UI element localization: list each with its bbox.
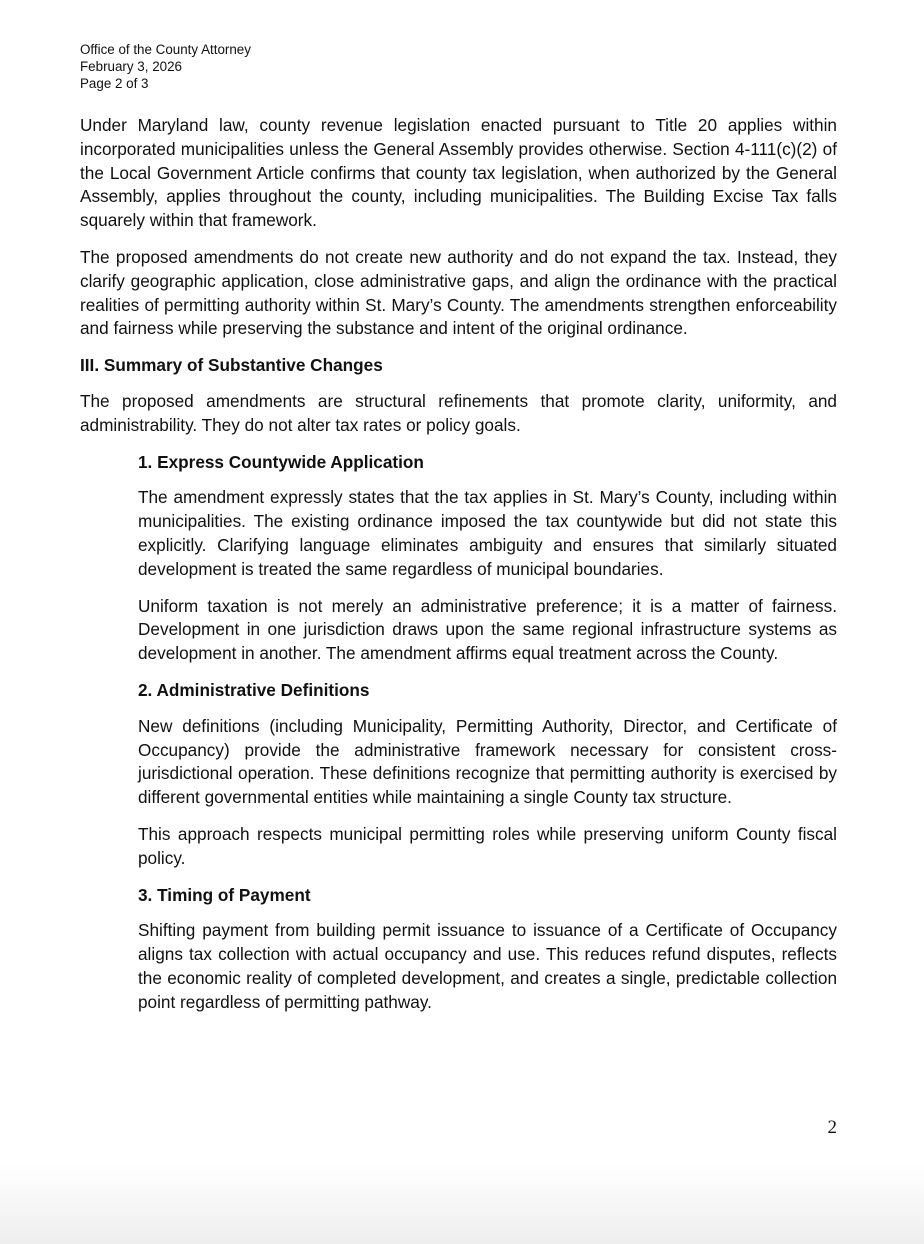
page-header: [80, 41, 251, 92]
document-date: February 3, 2026: [80, 59, 182, 74]
paragraph-maryland-law: Under Maryland law, county revenue legislation enacted pursuant to Title 20 applies within incorporated municipalities unless the General Assembly provides otherwise. Section 4-111(c)(2) of the Local Government Article confirms that county tax legislation, when authorized by the General Assembly, applies throughout the county, including municipalities. The Building Excise Tax falls squarely within that framework.: [80, 115, 837, 231]
office-name: Office of the County Attorney: [80, 42, 251, 57]
paragraph-definitions-1: New definitions (including Municipality, Permitting Authority, Director, and Certificate of Occupancy) provide the administrative framework necessary for consistent cross-jurisdictional operation. These definitions recognize that permitting authority is exercised by different governmental entities while maintaining a single County tax structure.: [138, 715, 837, 808]
subsection-heading-timing: 3. Timing of Payment: [138, 884, 311, 905]
paragraph-countywide-2: Uniform taxation is not merely an administrative preference; it is a matter of fairness. Development in one jurisdiction draws upon the same regional infrastructure systems as development in another. The amendment affirms equal treatment across the County.: [138, 595, 837, 664]
subsection-heading-definitions: 2. Administrative Definitions: [138, 679, 370, 700]
section-heading: III. Summary of Substantive Changes: [80, 355, 383, 376]
document-body: [80, 114, 837, 1028]
paragraph-countywide-1: The amendment expressly states that the tax applies in St. Mary’s County, including within municipalities. The existing ordinance imposed the tax countywide but did not state this explicitly. Clarifying language eliminates ambiguity and ensures that similarly situated development is treated the same regardless of municipal boundaries.: [138, 487, 837, 579]
page-label: Page 2 of 3: [80, 76, 149, 91]
page-number: 2: [827, 1117, 837, 1138]
paragraph-timing-1: Shifting payment from building permit issuance to issuance of a Certificate of Occupancy aligns tax collection with actual occupancy and use. This reduces refund disputes, reflects the economic reality of completed development, and creates a single, predictable collection point regardless of permitting pathway.: [138, 920, 837, 1012]
page-edge-shadow: [0, 1164, 924, 1244]
section-intro: The proposed amendments are structural refinements that promote clarity, uniformity, and administrability. They do not alter tax rates or policy goals.: [80, 390, 837, 435]
subsection-heading-countywide: 1. Express Countywide Application: [138, 451, 424, 472]
paragraph-proposed-amendments: The proposed amendments do not create new authority and do not expand the tax. Instead, they clarify geographic application, close administrative gaps, and align the ordinance with the practical realities of permitting authority within St. Mary’s County. The amendments strengthen enforceability and fairness while preserving the substance and intent of the original ordinance.: [80, 246, 837, 339]
paragraph-definitions-2: This approach respects municipal permitting roles while preserving uniform County fiscal policy.: [138, 823, 837, 868]
